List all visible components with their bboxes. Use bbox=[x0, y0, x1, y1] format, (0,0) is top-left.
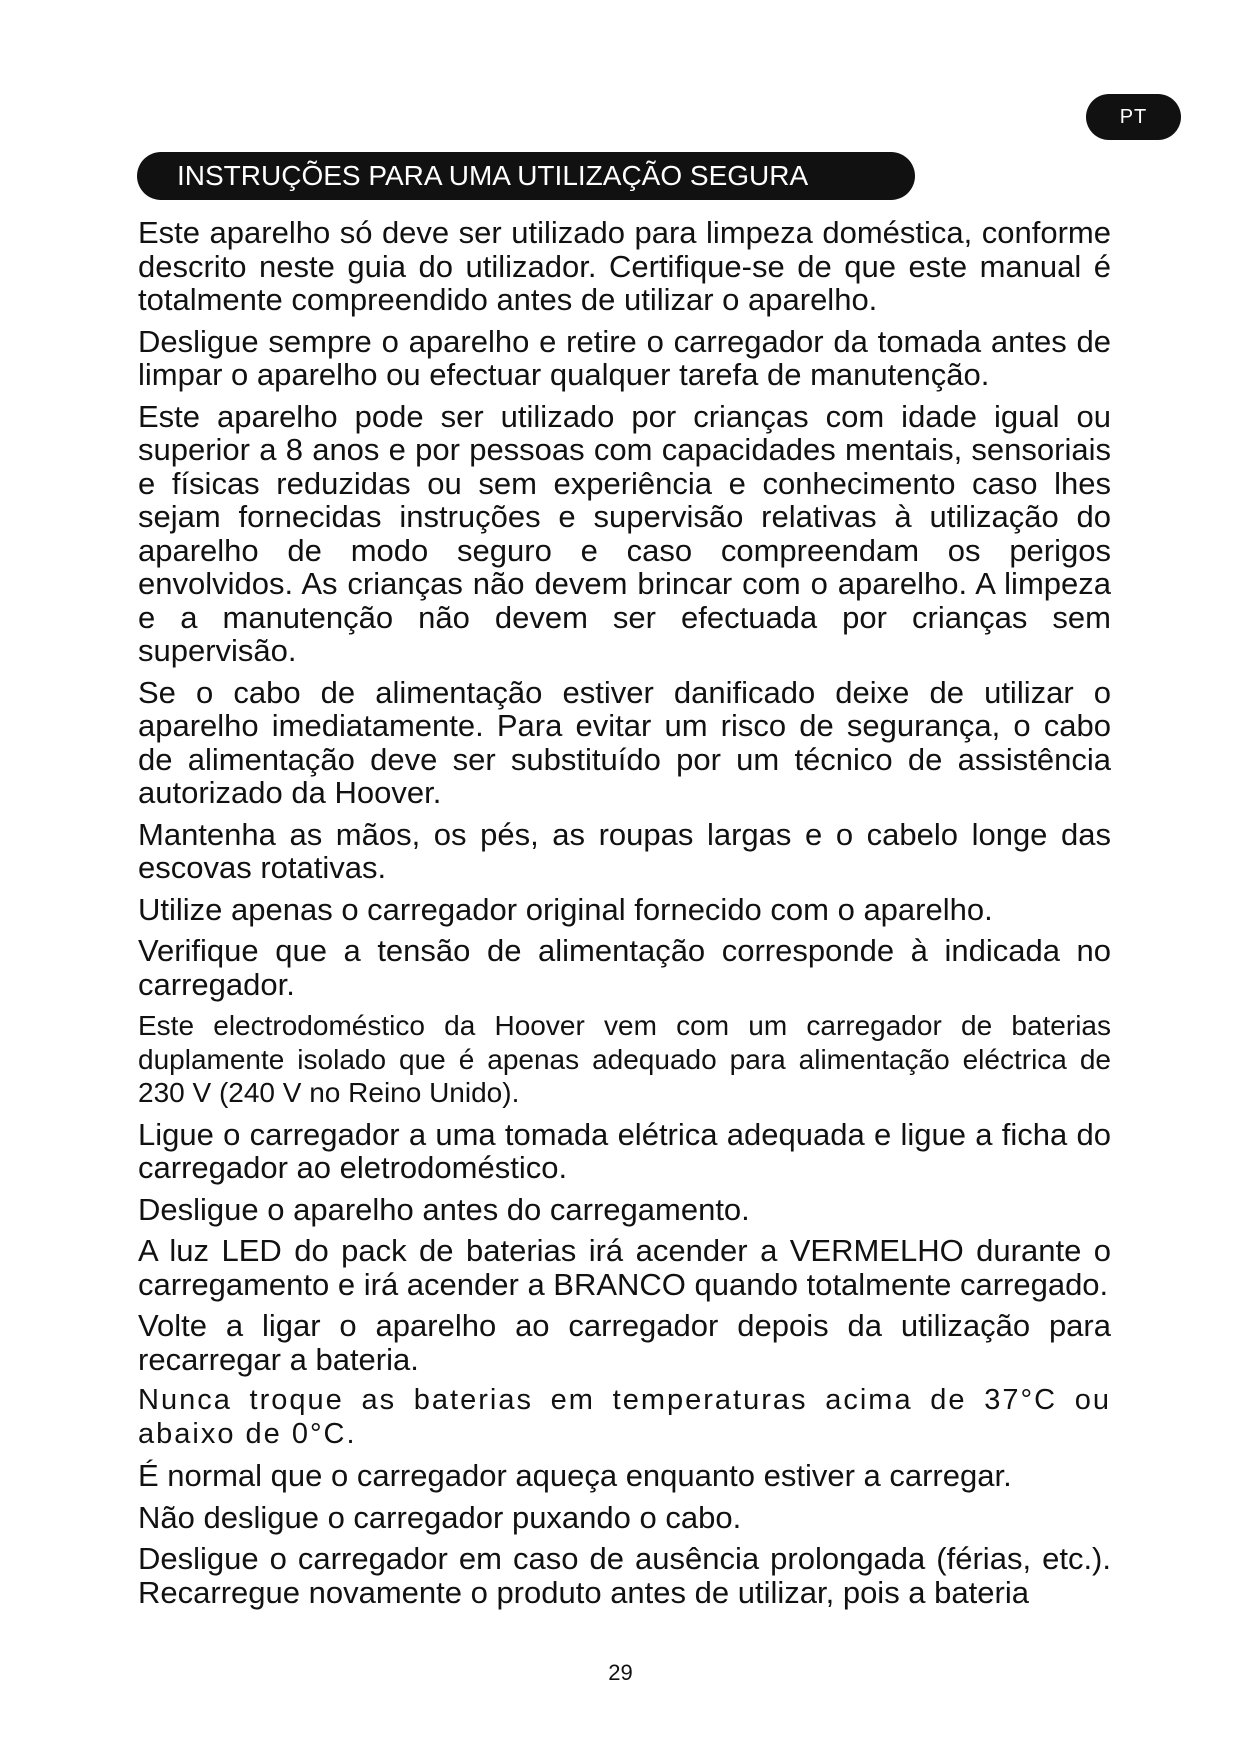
paragraph-unplug-before-cleaning: Desligue sempre o aparelho e retire o carregador da tomada antes de limpar o aparelho ou efectuar qualquer tarefa de manutenção. bbox=[138, 323, 1111, 392]
instructions-body bbox=[138, 216, 1111, 1617]
paragraph-domestic-use: Este aparelho só deve ser utilizado para limpeza doméstica, conforme descrito neste guia do utilizador. Certifique-se de que este manual é totalmente compreendido antes de utilizar o aparelho. bbox=[138, 215, 1111, 317]
paragraph-charger-warm: É normal que o carregador aqueça enquanto estiver a carregar. bbox=[138, 1458, 1012, 1493]
paragraph-switch-off-before-charging: Desligue o aparelho antes do carregamento. bbox=[138, 1191, 750, 1227]
paragraph-connect-charger: Ligue o carregador a uma tomada elétrica adequada e ligue a ficha do carregador ao eletrodoméstico. bbox=[138, 1116, 1111, 1185]
paragraph-original-charger: Utilize apenas o carregador original fornecido com o aparelho. bbox=[138, 891, 993, 927]
paragraph-prolonged-absence: Desligue o carregador em caso de ausência prolongada (férias, etc.). Recarregue novamente o produto antes de utilizar, pois a bateria bbox=[138, 1541, 1111, 1610]
paragraph-voltage-check: Verifique que a tensão de alimentação corresponde à indicada no carregador. bbox=[138, 933, 1111, 1002]
paragraph-reconnect-after-use: Volte a ligar o aparelho ao carregador depois da utilização para recarregar a bateria. bbox=[138, 1308, 1111, 1377]
paragraph-temperature-limits: Nunca troque as baterias em temperaturas acima de 37°C ou abaixo de 0°C. bbox=[138, 1384, 1111, 1450]
paragraph-damaged-cable: Se o cabo de alimentação estiver danificado deixe de utilizar o aparelho imediatamente. Para evitar um risco de segurança, o cabo de alimentação deve ser substituído por um técnico de assistência autorizado da Hoover. bbox=[138, 674, 1111, 810]
paragraph-children-supervision: Este aparelho pode ser utilizado por crianças com idade igual ou superior a 8 anos e por pessoas com capacidades mentais, sensoriais e físicas reduzidas ou sem experiência e conhecimento caso lhes sejam fornecidas instruções e supervisão relativas à utilização do aparelho de modo seguro e caso compreendam os perigos envolvidos. As crianças não devem brincar com o aparelho. A limpeza e a manutenção não devem ser efectuada por crianças sem supervisão. bbox=[138, 398, 1111, 668]
page-number: 29 bbox=[608, 1660, 633, 1685]
paragraph-do-not-pull-cable: Não desligue o carregador puxando o cabo. bbox=[138, 1499, 742, 1535]
paragraph-led-indicator: A luz LED do pack de baterias irá acender a VERMELHO durante o carregamento e irá acender a BRANCO quando totalmente carregado. bbox=[138, 1233, 1111, 1302]
paragraph-double-insulated-charger: Este electrodoméstico da Hoover vem com um carregador de baterias duplamente isolado que é apenas adequado para alimentação eléctrica de 230 V (240 V no Reino Unido). bbox=[138, 1010, 1111, 1108]
section-title: INSTRUÇÕES PARA UMA UTILIZAÇÃO SEGURA bbox=[137, 152, 915, 200]
language-badge: PT bbox=[1086, 94, 1181, 140]
paragraph-rotating-brushes: Mantenha as mãos, os pés, as roupas largas e o cabelo longe das escovas rotativas. bbox=[138, 816, 1111, 885]
